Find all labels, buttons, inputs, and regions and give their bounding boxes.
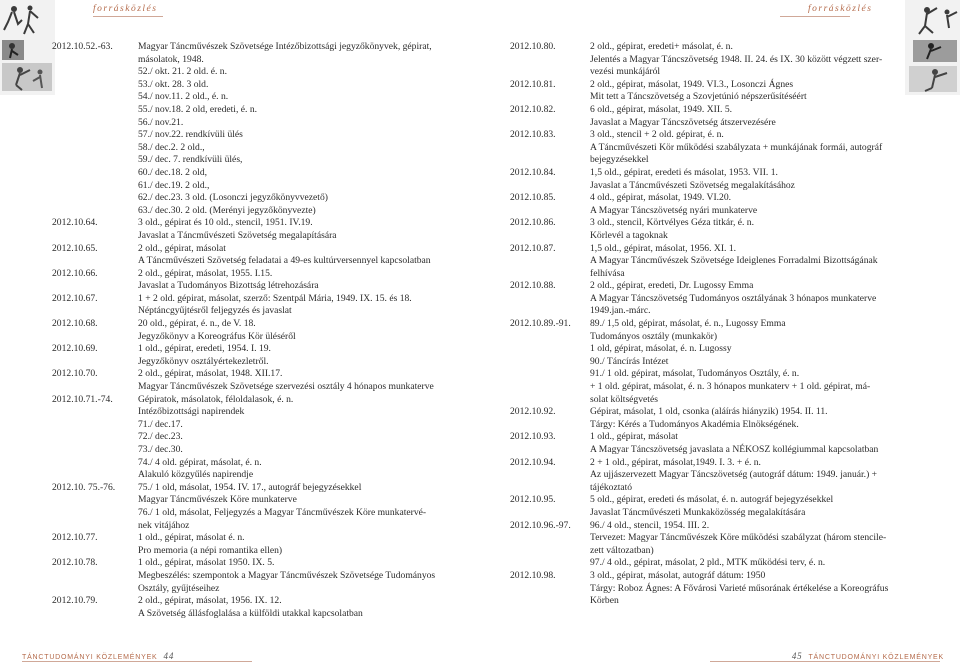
entry-line: Néptáncgyűjtésről feljegyzés és javaslat [138,305,292,317]
entry-line: 96./ 4 old., stencil, 1954. III. 2. [590,519,710,531]
entry-code: 2012.10.66. [52,267,98,279]
entry-line: Jegyzőkönyv a Koreográfus Kör üléséről [138,330,296,342]
entry-description [590,243,928,281]
entry-line: 63./ dec.30. 2 old. (Merényi jegyzőkönyvezte) [138,204,316,216]
entry-line: A Magyar Táncszövetség javaslata a NÉKOSZ kollégiummal kapcsolatban [590,444,879,455]
entry-description [590,167,928,192]
entry-line: 20 old., gépirat, é. n., de V. 18. [138,318,256,330]
entry-description [138,192,440,205]
entry-line: 2 old., gépirat, másolat [138,242,226,254]
entry-code [52,167,138,180]
entry-line: Magyar Táncművészek Köre munkaterve [138,494,297,506]
entry-line: Körben [590,595,619,607]
catalog-entry [52,142,440,155]
entry-line: 2 + 1 old., gépirat, másolat,1949. I. 3. + é. n. [590,456,761,468]
entry-description [590,406,928,431]
entry-line: 6 old., gépirat, másolat, 1949. XII. 5. [590,103,733,115]
entry-line: Tudományos osztály (munkakör) [590,330,718,342]
entry-line: nek vitájához [138,519,190,531]
entry-code: 2012.10.78. [52,557,98,569]
entry-description [590,192,928,217]
entry-description [590,79,928,104]
entry-line: A Táncművészeti Szövetség feladatai a 49-es kultúrversennyel kapcsolatban [138,255,431,267]
catalog-entry [510,41,928,79]
entry-code: 2012.10.95. [510,494,556,506]
catalog-entry [510,406,928,431]
entry-description [138,532,440,557]
entry-line: Alakuló közgyűlés napirendje [138,469,254,481]
entry-line: tájékoztató [590,481,633,493]
entry-description [138,117,440,130]
entry-line: 62./ dec.23. 3 old. (Losonczi jegyzőkönyvvezető) [138,192,328,204]
footer-right [792,651,944,661]
entry-line: 61./ dec.19. 2 old., [138,179,210,191]
catalog-entry [52,368,440,393]
catalog-entry [52,343,440,368]
entry-line: Megbeszélés: szempontok a Magyar Táncművészek Szövetsége Tudományos [138,569,436,581]
entry-description [590,520,928,570]
entry-line: A Magyar Táncművészek Szövetsége Ideiglenes Forradalmi Bizottságának [590,255,878,267]
entry-line: 73./ dec.30. [138,444,183,455]
footer-left [22,651,174,661]
entry-line: 1 old, gépirat, másolat, é. n. Lugossy [590,343,732,355]
entry-line: 72./ dec.23. [138,431,183,443]
catalog-entry [52,154,440,167]
catalog-entry [52,41,440,66]
entry-description [138,205,440,218]
entry-code [52,117,138,130]
entry-code: 2012.10.88. [510,280,556,292]
journal-name: TÁNCTUDOMÁNYI KÖZLEMÉNYEK [808,654,944,661]
entry-description [138,482,440,532]
entry-line: 4 old., gépirat, másolat, 1949. VI.20. [590,192,732,204]
entry-line: 91./ 1 old. gépirat, másolat, Tudományos Osztály, é. n. [590,368,800,380]
entry-code: 2012.10.81. [510,78,556,90]
entry-description [138,394,440,482]
entry-line: solat költségvetés [590,393,658,405]
entry-description [138,41,440,66]
entry-line: 1949.jan.-márc. [590,305,651,317]
catalog-entry [52,243,440,268]
entry-line: Tervezet: Magyar Táncművészek Köre működési szabályzat (három stencile- [590,532,887,544]
entry-line: 2 old., gépirat, másolat, 1948. XII.17. [138,368,283,380]
entry-description [138,167,440,180]
section-header [808,4,872,14]
entry-description [138,368,440,393]
entry-description [138,142,440,155]
entry-line: 90./ Táncírás Intézet [590,355,669,367]
catalog-entry [52,217,440,242]
entry-line: felhívása [590,267,625,279]
catalog-entry [52,293,440,318]
catalog-list-right [510,41,928,608]
section-header-label: forrásközlés [808,4,873,14]
entry-line: 2 old., gépirat, eredeti+ másolat, é. n. [590,41,733,52]
entry-description [590,457,928,495]
entry-description [138,595,440,620]
entry-line: 55./ nov.18. 2 old, eredeti, é. n. [138,103,258,115]
entry-line: 1 old., gépirat, másolat [590,431,678,443]
entry-description [590,280,928,318]
entry-description [138,154,440,167]
entry-code: 2012.10.85. [510,192,556,204]
section-header [93,4,157,14]
catalog-entry [510,570,928,608]
entry-line: A Szövetség állásfoglalása a külföldi utakkal kapcsolatban [138,607,363,619]
entry-line: 3 old., gépirat és 10 old., stencil, 1951. IV.19. [138,217,313,229]
entry-line: 2 old., gépirat, másolat, 1949. VI.3., Losonczi Ágnes [590,78,794,90]
entry-line: 60./ dec.18. 2 old, [138,166,208,178]
entry-line: Gépiratok, másolatok, féloldalasok, é. n. [138,393,294,405]
entry-description [138,180,440,193]
entry-line: 2 old., gépirat, másolat, 1955. I.15. [138,267,273,279]
entry-code [52,142,138,155]
entry-line: 59./ dec. 7. rendkívüli ülés, [138,154,243,166]
entry-line: 56./ nov.21. [138,116,184,128]
entry-description [138,293,440,318]
journal-name: TÁNCTUDOMÁNYI KÖZLEMÉNYEK [22,654,158,661]
entry-code: 2012.10.89.-91. [510,318,571,330]
catalog-entry [510,192,928,217]
catalog-entry [52,167,440,180]
entry-line: 3 old., gépirat, másolat, autográf dátum: 1950 [590,569,766,581]
entry-line: Osztály, gyűjtéseihez [138,582,220,594]
entry-line: 3 old., stencil + 2 old. gépirat, é. n. [590,129,724,141]
footer-rule [710,661,940,662]
entry-line: 54./ nov.11. 2 old., é. n. [138,91,229,103]
entry-line: Mit tett a Táncszövetség a Szovjetúnió népszerűsítéséért [590,91,807,103]
entry-code: 2012.10. 75.-76. [52,481,116,493]
entry-code [52,91,138,104]
entry-line: 3 old., stencil, Körtvélyes Géza titkár, é. n. [590,217,754,229]
header-rule [780,16,850,17]
catalog-entry [52,192,440,205]
page-number: 45 [791,651,803,661]
entry-code: 2012.10.80. [510,41,556,52]
entry-line: Jelentés a Magyar Táncszövetség 1948. II. 24. és IX. 30 között végzett szer- [590,53,883,65]
entry-line: Pro memoria (a népi romantika ellen) [138,544,283,556]
entry-line: bejegyzésekkel [590,154,649,166]
entry-line: 1,5 old., gépirat, másolat, 1956. XI. 1. [590,242,737,254]
entry-line: A Magyar Táncszövetség nyári munkaterve [590,204,758,216]
entry-description [138,79,440,92]
entry-line: 2 old., gépirat, eredeti, Dr. Lugossy Emma [590,280,754,292]
entry-description [590,104,928,129]
entry-line: Magyar Táncművészek Szövetsége Intézőbizottsági jegyzőkönyvek, gépirat, [138,41,432,52]
catalog-entry [52,104,440,117]
entry-description [590,41,928,79]
entry-line: 75./ 1 old, másolat, 1954. IV. 17., autográf bejegyzésekkel [138,481,362,493]
entry-code [52,192,138,205]
entry-code: 2012.10.92. [510,406,556,418]
entry-line: Gépirat, másolat, 1 old, csonka (aláírás hiányzik) 1954. II. 11. [590,406,828,418]
catalog-entry [52,117,440,130]
entry-line: másolatok, 1948. [138,53,204,65]
entry-line: Magyar Táncművészek Szövetsége szervezési osztály 4 hónapos munkaterve [138,381,434,393]
entry-line: Körlevél a tagoknak [590,229,668,241]
entry-code: 2012.10.86. [510,217,556,229]
entry-code: 2012.10.96.-97. [510,519,571,531]
entry-line: + 1 old. gépirat, másolat, é. n. 3 hónapos munkaterv + 1 old. gépirat, má- [590,381,871,393]
entry-code: 2012.10.94. [510,456,556,468]
entry-line: 2 old., gépirat, másolat, 1956. IX. 12. [138,595,282,607]
entry-description [138,318,440,343]
entry-code: 2012.10.79. [52,595,98,607]
right-page [480,0,960,665]
entry-line: 1 + 2 old. gépirat, másolat, szerző: Szentpál Mária, 1949. IX. 15. és 18. [138,292,412,304]
entry-line: vezési munkájáról [590,66,661,78]
entry-description [590,217,928,242]
entry-description [138,343,440,368]
entry-code: 2012.10.67. [52,292,98,304]
entry-line: 57./ nov.22. rendkívüli ülés [138,129,243,141]
entry-description [590,431,928,456]
entry-line: Tárgy: Roboz Ágnes: A Fővárosi Varieté műsorának értékelése a Koreográfus [590,582,889,594]
entry-code [52,180,138,193]
entry-line: 58./ dec.2. 2 old., [138,141,205,153]
entry-line: Tárgy: Kérés a Tudományos Akadémia Elnökségének. [590,418,799,430]
section-header-label: forrásközlés [93,4,158,14]
entry-line: Jegyzőkönyv osztályértekezletről. [138,355,269,367]
entry-line: 74./ 4 old. gépirat, másolat, é. n. [138,456,262,468]
entry-line: Az ujjászervezett Magyar Táncszövetség (autográf dátum: 1949. január.) + [590,469,878,481]
entry-code: 2012.10.83. [510,129,556,141]
page-number: 44 [163,651,175,661]
entry-description [138,243,440,268]
catalog-entry [52,129,440,142]
catalog-entry [52,91,440,104]
catalog-entry [52,66,440,79]
catalog-entry [52,318,440,343]
entry-code: 2012.10.65. [52,242,98,254]
entry-line: 89./ 1,5 old, gépirat, másolat, é. n., Lugossy Emma [590,318,786,330]
entry-code: 2012.10.70. [52,368,98,380]
entry-line: Intézőbizottsági napirendek [138,406,245,418]
entry-line: A Táncművészeti Kör működési szabályzata + munkájának formái, autográf [590,141,883,153]
catalog-entry [52,268,440,293]
catalog-entry [52,79,440,92]
entry-description [138,557,440,595]
header-rule [93,16,163,17]
entry-code: 2012.10.52.-63. [52,41,113,52]
catalog-entry [52,557,440,595]
entry-line: Javaslat a Magyar Táncszövetség átszervezésére [590,116,776,128]
entry-line: Javaslat a Tudományos Bizottság létrehozására [138,280,319,292]
entry-description [138,129,440,142]
catalog-entry [510,457,928,495]
entry-line: 76./ 1 old, másolat, Feljegyzés a Magyar Táncművészek Köre munkatervé- [138,506,427,518]
catalog-entry [510,104,928,129]
catalog-entry [510,167,928,192]
entry-line: zett változatban) [590,544,654,556]
entry-description [590,494,928,519]
entry-description [138,217,440,242]
catalog-entry [510,494,928,519]
catalog-entry [510,217,928,242]
entry-code: 2012.10.64. [52,217,98,229]
entry-code: 2012.10.84. [510,166,556,178]
entry-code [52,104,138,117]
entry-line: 52./ okt. 21. 2 old. é. n. [138,66,228,78]
entry-code [52,66,138,79]
entry-description [590,129,928,167]
catalog-entry [510,318,928,406]
catalog-entry [510,280,928,318]
entry-line: 5 old., gépirat, eredeti és másolat, é. n. autográf bejegyzésekkel [590,494,834,506]
entry-code [52,79,138,92]
entry-line: 97./ 4 old., gépirat, másolat, 2 pld., MTK működési terv, é. n. [590,557,826,569]
catalog-entry [510,520,928,570]
catalog-entry [510,79,928,104]
entry-code: 2012.10.98. [510,569,556,581]
dancer-photo-strip [0,0,55,95]
catalog-entry [52,595,440,620]
entry-line: 1 old., gépirat, eredeti, 1954. I. 19. [138,343,271,355]
catalog-list-left [52,41,440,620]
entry-code: 2012.10.93. [510,431,556,443]
entry-line: 53./ okt. 28. 3 old. [138,78,209,90]
entry-code [52,205,138,218]
catalog-entry [52,394,440,482]
entry-line: Javaslat Táncművészeti Munkaközösség megalakítására [590,506,806,518]
entry-code: 2012.10.71.-74. [52,393,113,405]
entry-code: 2012.10.87. [510,242,556,254]
entry-description [590,570,928,608]
catalog-entry [52,180,440,193]
entry-line: Javaslat a Táncművészeti Szövetség megalakításához [590,179,795,191]
catalog-entry [52,205,440,218]
entry-line: 71./ dec.17. [138,418,183,430]
catalog-entry [52,532,440,557]
entry-line: 1 old., gépirat, másolat 1950. IX. 5. [138,557,275,569]
entry-description [138,91,440,104]
entry-description [590,318,928,406]
footer-rule [22,661,252,662]
entry-line: A Magyar Táncszövetség Tudományos osztályának 3 hónapos munkaterve [590,292,877,304]
entry-code [52,129,138,142]
entry-code: 2012.10.77. [52,532,98,544]
entry-line: 1 old., gépirat, másolat é. n. [138,532,245,544]
entry-line: Javaslat a Táncművészeti Szövetség megalapítására [138,229,337,241]
entry-description [138,66,440,79]
catalog-entry [510,243,928,281]
entry-description [138,104,440,117]
entry-description [138,268,440,293]
catalog-entry [510,431,928,456]
entry-code: 2012.10.69. [52,343,98,355]
entry-code [52,154,138,167]
entry-code: 2012.10.68. [52,318,98,330]
catalog-entry [52,482,440,532]
entry-code: 2012.10.82. [510,103,556,115]
catalog-entry [510,129,928,167]
entry-line: 1,5 old., gépirat, eredeti és másolat, 1953. VII. 1. [590,166,778,178]
